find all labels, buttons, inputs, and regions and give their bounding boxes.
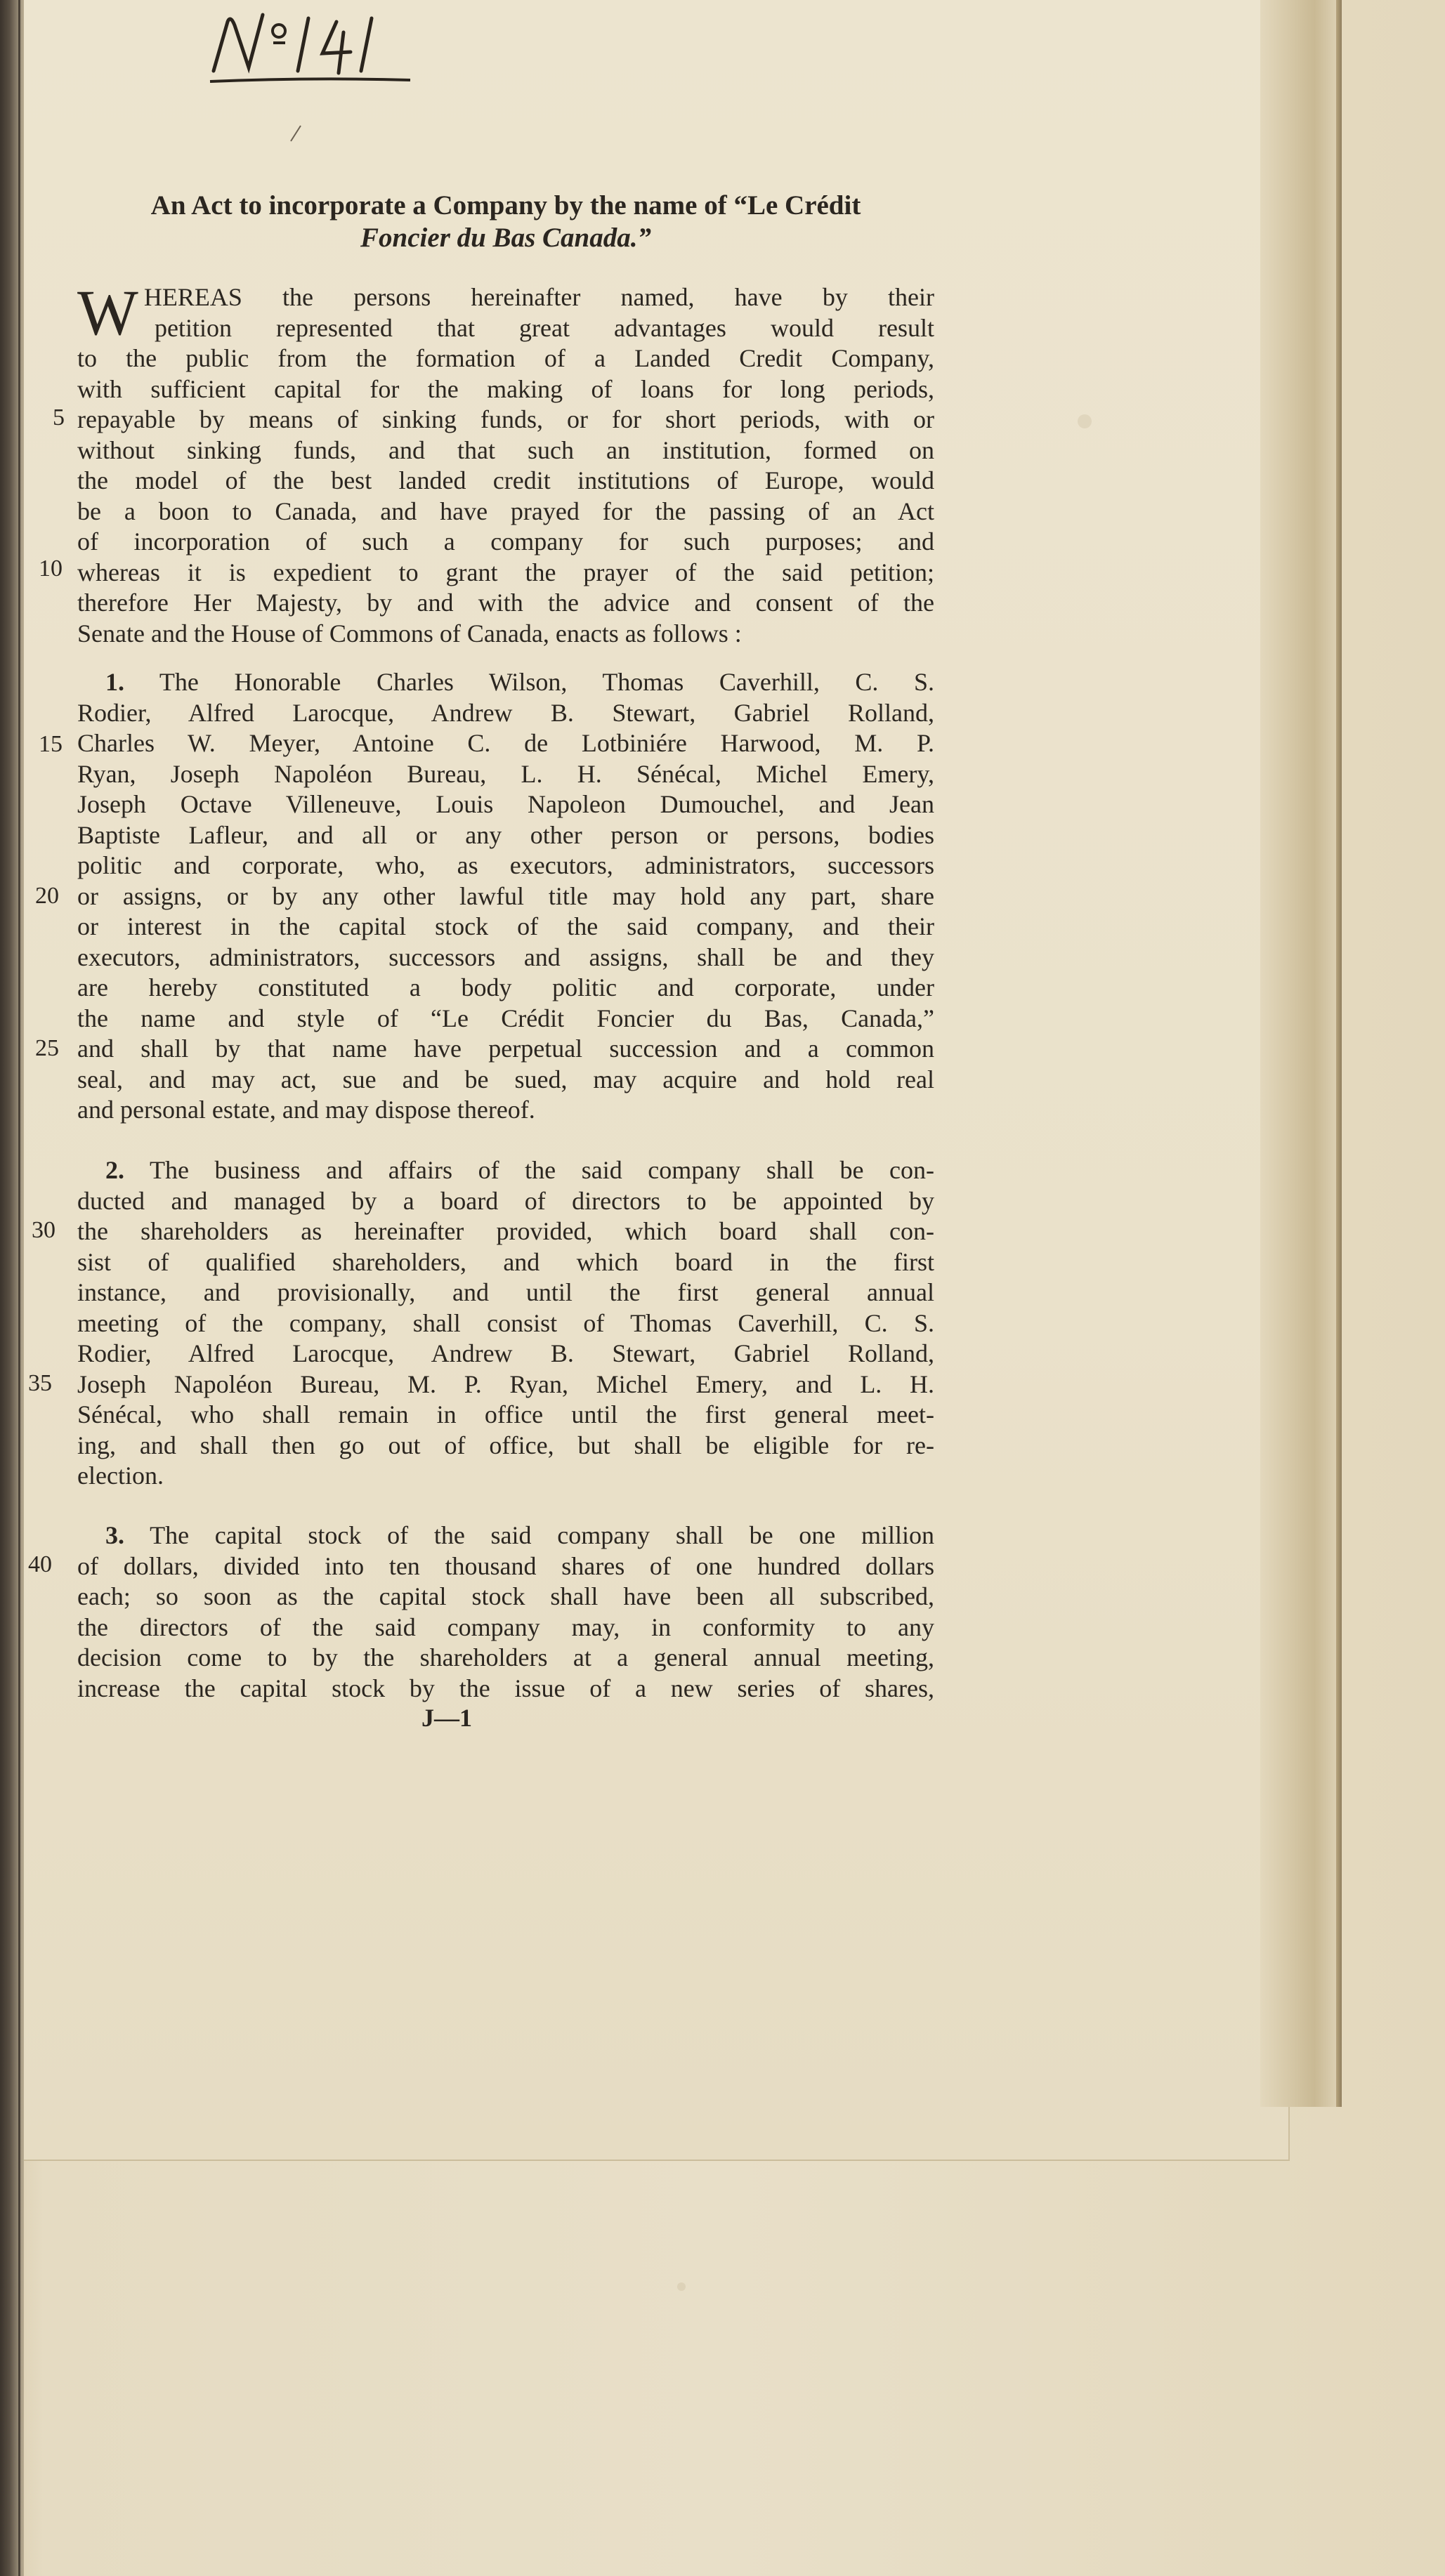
- line-number: 25: [35, 1035, 59, 1061]
- section-2-line: election.: [77, 1461, 164, 1490]
- paper-spot: [1078, 414, 1092, 428]
- section-1-line: or assigns, or by any other lawful title may hold any part, share: [77, 881, 934, 910]
- section-3-first-line: 3. The capital stock of the said company shall be one million: [105, 1521, 935, 1549]
- preamble-line: petition represented that great advantages would result: [155, 313, 934, 342]
- preamble-line: therefore Her Majesty, by and with the advice and consent of the: [77, 589, 934, 617]
- section-2-line: ing, and shall then go out of office, but shall be eligible for re-: [77, 1431, 934, 1459]
- preamble-line: of incorporation of such a company for such purposes; and: [77, 527, 934, 556]
- preamble-line: HEREAS the persons hereinafter named, have by their: [143, 283, 934, 311]
- section-3-line: decision come to by the shareholders at a general annual meeting,: [77, 1643, 934, 1671]
- section-1-line: Baptiste Lafleur, and all or any other person or persons, bodies: [77, 820, 934, 849]
- preamble-line: be a boon to Canada, and have prayed for the passing of an Act: [77, 497, 934, 525]
- section-1-line: Rodier, Alfred Larocque, Andrew B. Stewart, Gabriel Rolland,: [77, 698, 934, 727]
- line-number: 40: [28, 1551, 52, 1577]
- section-2-line: Sénécal, who shall remain in office until the first general meet-: [77, 1400, 934, 1428]
- binding-line: [18, 0, 20, 2576]
- preamble-line: with sufficient capital for the making of loans for long periods,: [77, 374, 934, 403]
- title-line-1: An Act to incorporate a Company by the name of “Le Crédit: [150, 190, 861, 221]
- section-3-line: of dollars, divided into ten thousand shares of one hundred dollars: [77, 1551, 934, 1580]
- section-1-line: politic and corporate, who, as executors, administrators, successors: [77, 851, 934, 879]
- section-number: 2.: [105, 1156, 124, 1184]
- section-1-line: Ryan, Joseph Napoléon Bureau, L. H. Sénécal, Michel Emery,: [77, 759, 934, 788]
- folded-page-edge: [1260, 0, 1338, 2107]
- preamble-line: Senate and the House of Commons of Canada, enacts as follows :: [77, 619, 742, 648]
- section-1: [77, 667, 934, 1126]
- handwritten-number: [207, 4, 417, 88]
- section-1-line: the name and style of “Le Crédit Foncier du Bas, Canada,”: [77, 1004, 934, 1032]
- section-3-line: each; so soon as the capital stock shall have been all subscribed,: [77, 1582, 934, 1610]
- section-1-line: and shall by that name have perpetual succession and a common: [77, 1034, 934, 1063]
- section-1-line: are hereby constituted a body politic and corporate, under: [77, 973, 934, 1001]
- section-3: [77, 1520, 934, 1704]
- section-2-line: meeting of the company, shall consist of Thomas Caverhill, C. S.: [77, 1308, 934, 1337]
- preamble-line: without sinking funds, and that such an institution, formed on: [77, 435, 934, 464]
- section-2-first-line: 2. The business and affairs of the said company shall be con-: [105, 1156, 934, 1184]
- section-2-line: Rodier, Alfred Larocque, Andrew B. Stewart, Gabriel Rolland,: [77, 1339, 934, 1367]
- line-number: 35: [28, 1370, 52, 1396]
- preamble-line: repayable by means of sinking funds, or for short periods, with or: [77, 405, 934, 433]
- line-number: 5: [53, 405, 65, 431]
- section-3-line: the directors of the said company may, in conformity to any: [77, 1612, 934, 1641]
- section-1-line: executors, administrators, successors and assigns, shall be and they: [77, 942, 934, 971]
- section-number: 3.: [105, 1521, 124, 1549]
- section-2-line: Joseph Napoléon Bureau, M. P. Ryan, Michel Emery, and L. H.: [77, 1369, 934, 1398]
- section-1-line: Joseph Octave Villeneuve, Louis Napoleon Dumouchel, and Jean: [77, 790, 934, 818]
- paper-spot: [677, 2282, 686, 2291]
- preamble-line: whereas it is expedient to grant the prayer of the said petition;: [77, 558, 934, 586]
- preamble: [77, 277, 934, 649]
- section-1-line: seal, and may act, sue and be sued, may acquire and hold real: [77, 1065, 934, 1093]
- section-2-line: instance, and provisionally, and until the first general annual: [77, 1278, 934, 1306]
- section-3-line: increase the capital stock by the issue of a new series of shares,: [77, 1674, 934, 1702]
- section-2-line: sist of qualified shareholders, and which board in the first: [77, 1247, 934, 1276]
- preamble-line: the model of the best landed credit institutions of Europe, would: [77, 466, 934, 494]
- section-1-line: Charles W. Meyer, Antoine C. de Lotbiniére Harwood, M. P.: [77, 729, 934, 757]
- act-title: [84, 190, 927, 254]
- fold-shadow: [1336, 0, 1342, 2107]
- line-number: 20: [35, 883, 59, 909]
- section-1-first-line: 1. The Honorable Charles Wilson, Thomas Caverhill, C. S.: [105, 668, 934, 696]
- section-1-line: or interest in the capital stock of the said company, and their: [77, 912, 934, 940]
- drop-cap: W: [77, 277, 138, 348]
- signature-mark: J—1: [421, 1704, 472, 1732]
- section-2-line: ducted and managed by a board of directors to be appointed by: [77, 1186, 934, 1215]
- pencil-mark: [285, 123, 306, 144]
- section-2: [77, 1155, 934, 1492]
- line-number: 10: [39, 556, 63, 581]
- line-number: 30: [32, 1217, 55, 1243]
- section-2-line: the shareholders as hereinafter provided, which board shall con-: [77, 1217, 934, 1245]
- section-1-line: and personal estate, and may dispose thereof.: [77, 1096, 535, 1124]
- line-number: 15: [39, 731, 63, 757]
- title-line-2: Foncier du Bas Canada.”: [360, 223, 651, 253]
- section-number: 1.: [105, 668, 124, 696]
- preamble-line: to the public from the formation of a Landed Credit Company,: [77, 344, 934, 372]
